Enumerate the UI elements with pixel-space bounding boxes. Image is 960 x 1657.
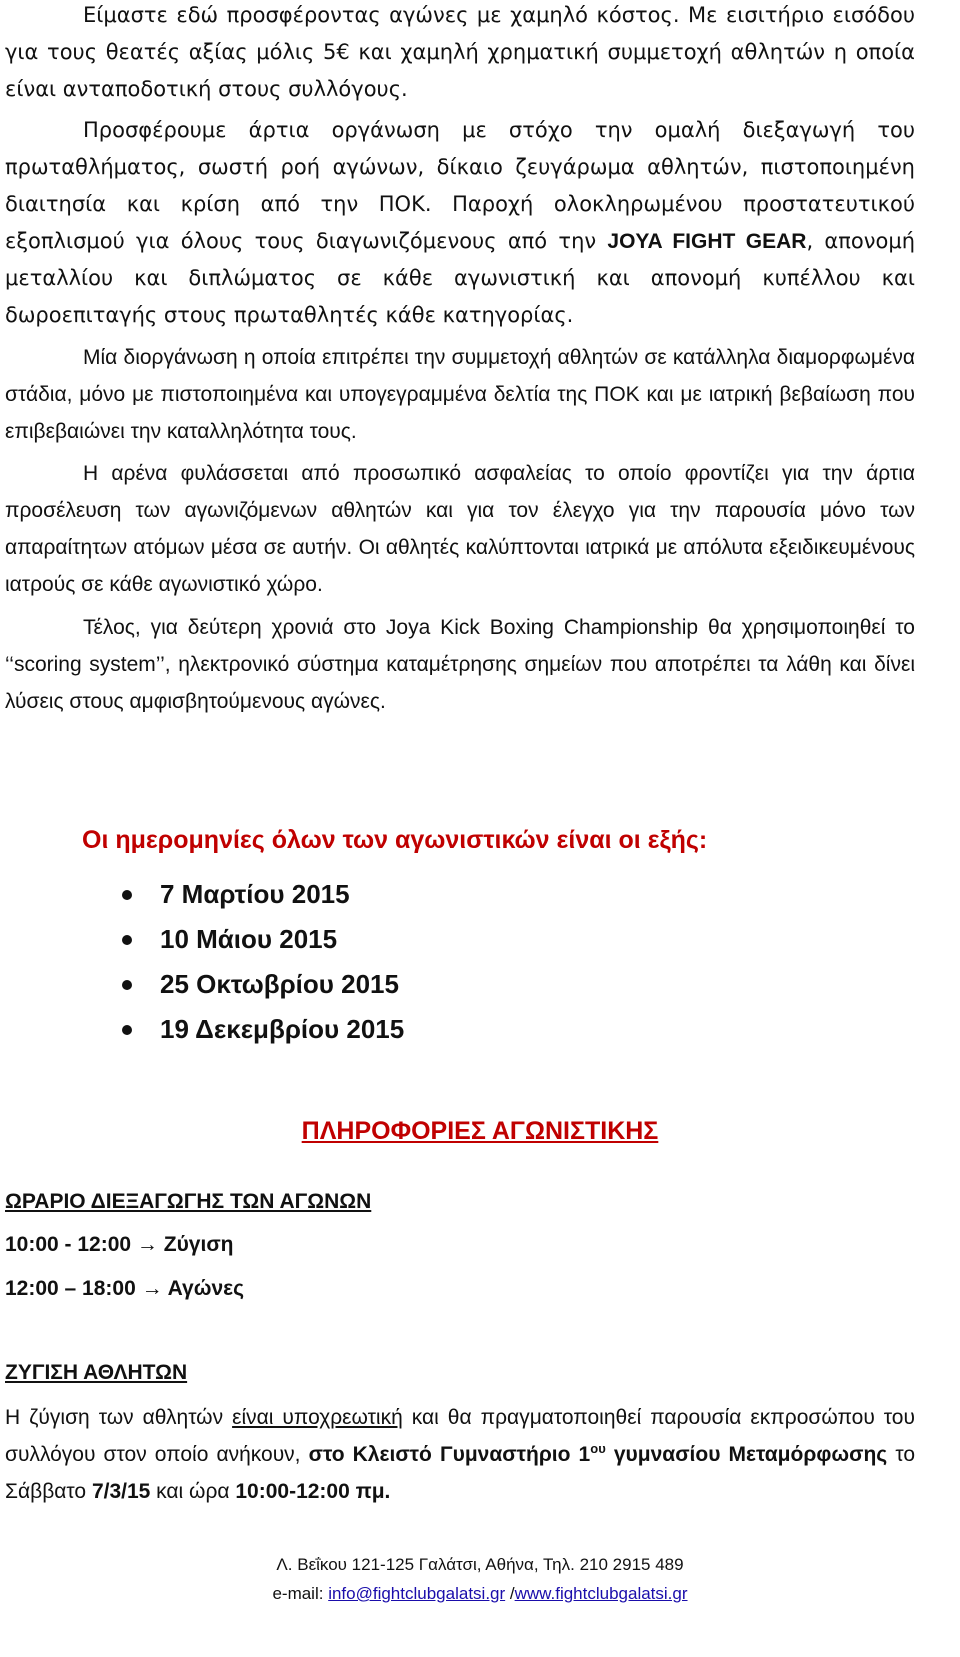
weighin-text: και ώρα <box>150 1480 236 1503</box>
weighin-text: και θα πραγματοποιηθεί παρουσία εκπροσώπου του συλλόγου στον οποίο ανήκουν, <box>5 1406 915 1466</box>
brand-name: JOYA FIGHT GEAR <box>607 230 807 253</box>
bullet-icon <box>122 890 132 900</box>
info-title: ΠΛΗΡΟΦΟΡΙΕΣ ΑΓΩΝΙΣΤΙΚΗΣ <box>301 1117 659 1145</box>
paragraph-participation: Μία διοργάνωση η οποία επιτρέπει την συμμετοχή αθλητών σε κατάλληλα διαμορφωμένα στάδια, μόνο με πιστοποιημένα και υπογεγραμμένα δελτία της ΠΟΚ και με ιατρική βεβαίωση που επιβεβαιώνει την καταλληλότητα τους. <box>5 346 915 443</box>
weighin-time: 10:00-12:00 πμ. <box>235 1480 391 1503</box>
bullet-icon <box>122 980 132 990</box>
footer-contact <box>0 1584 960 1604</box>
dates-heading: Οι ημερομηνίες όλων των αγωνιστικών είναι οι εξής: <box>82 826 708 854</box>
weighin-venue-text: στο Κλειστό Γυμναστήριο 1 <box>308 1443 591 1466</box>
ordinal-suffix: ου <box>590 1441 606 1456</box>
date-text: 7 Μαρτίου 2015 <box>160 879 350 909</box>
weighin-mandatory: είναι υποχρεωτική <box>232 1406 403 1429</box>
date-text: 10 Μάιου 2015 <box>160 924 338 954</box>
footer-separator: / <box>505 1584 515 1603</box>
date-item <box>112 1007 404 1052</box>
footer-email-label: e-mail: <box>272 1584 329 1603</box>
weighin-venue <box>309 1443 888 1466</box>
weighin-text: Η ζύγιση των αθλητών <box>5 1406 233 1429</box>
schedule-matches: 12:00 – 18:00 → Αγώνες <box>5 1277 245 1300</box>
footer-address: Λ. Βεΐκου 121-125 Γαλάτσι, Αθήνα, Τηλ. 210 2915 489 <box>276 1555 684 1574</box>
paragraph-scoring-system: Τέλος, για δεύτερη χρονιά στο Joya Kick Boxing Championship θα χρησιμοποιηθεί το ‘‘scoring system’’, ηλεκτρονικό σύστημα καταμέτρησης σημείων που αποτρέπει τα λάθη και δίνει λύσεις στους αμφισβητούμενους αγώνες. <box>5 616 915 713</box>
weighin-text: το Σάββατο <box>5 1443 915 1503</box>
weighin-paragraph <box>5 1399 915 1510</box>
bullet-icon <box>122 935 132 945</box>
paragraph-security: Η αρένα φυλάσσεται από προσωπικό ασφαλείας το οποίο φροντίζει για την άρτια προσέλευση των αγωνιζόμενων αθλητών και για τον έλεγχο για την παρουσία μόνο των απαραίτητων ατόμων μέσα σε αυτήν. Οι αθλητές καλύπτονται ιατρικά με απόλυτα εξειδικευμένους ιατρούς σε κάθε αγωνιστικό χώρο. <box>5 462 915 596</box>
date-item <box>112 962 404 1007</box>
paragraph-organization-text-a: Προσφέρουμε άρτια οργάνωση με στόχο την ομαλή διεξαγωγή του πρωταθλήματος, σωστή ροή αγώνων, δίκαιο ζευγάρωμα αθλητών, πιστοποιημένη διαιτησία και κρίση από την ΠΟΚ. Παροχή ολοκληρωμένου προστατευτικού εξοπλισμού για όλους τους διαγωνιζόμενους από την <box>5 118 915 253</box>
date-text: 19 Δεκεμβρίου 2015 <box>160 1014 405 1044</box>
footer-website-link[interactable]: www.fightclubgalatsi.gr <box>514 1584 688 1603</box>
bullet-icon <box>122 1025 132 1035</box>
schedule-title: ΩΡΑΡΙΟ ΔΙΕΞΑΓΩΓΗΣ ΤΩΝ ΑΓΩΝΩΝ <box>5 1190 372 1213</box>
paragraph-organization <box>5 112 915 334</box>
weighin-title: ΖΥΓΙΣΗ ΑΘΛΗΤΩΝ <box>5 1361 188 1384</box>
footer-email-link[interactable]: info@fightclubgalatsi.gr <box>328 1584 506 1603</box>
schedule-weighin: 10:00 - 12:00 → Ζύγιση <box>5 1233 234 1256</box>
date-item <box>112 917 404 962</box>
date-text: 25 Οκτωβρίου 2015 <box>160 969 399 999</box>
weighin-venue-school: γυμνασίου Μεταμόρφωσης <box>605 1443 888 1466</box>
weighin-date: 7/3/15 <box>91 1480 151 1503</box>
dates-list <box>112 872 404 1052</box>
paragraph-organization-text-b: , απονομή μεταλλίου και διπλώματος σε κάθε αγωνιστική και απονομή κυπέλλου και δωροεπιταγής στους πρωταθλητές κάθε κατηγορίας. <box>5 229 915 327</box>
paragraph-pricing: Είμαστε εδώ προσφέροντας αγώνες με χαμηλό κόστος. Με εισιτήριο εισόδου για τους θεατές αξίας μόλις 5€ και χαμηλή χρηματική συμμετοχή αθλητών η οποία είναι ανταποδοτική στους συλλόγους. <box>5 3 915 101</box>
date-item <box>112 872 404 917</box>
